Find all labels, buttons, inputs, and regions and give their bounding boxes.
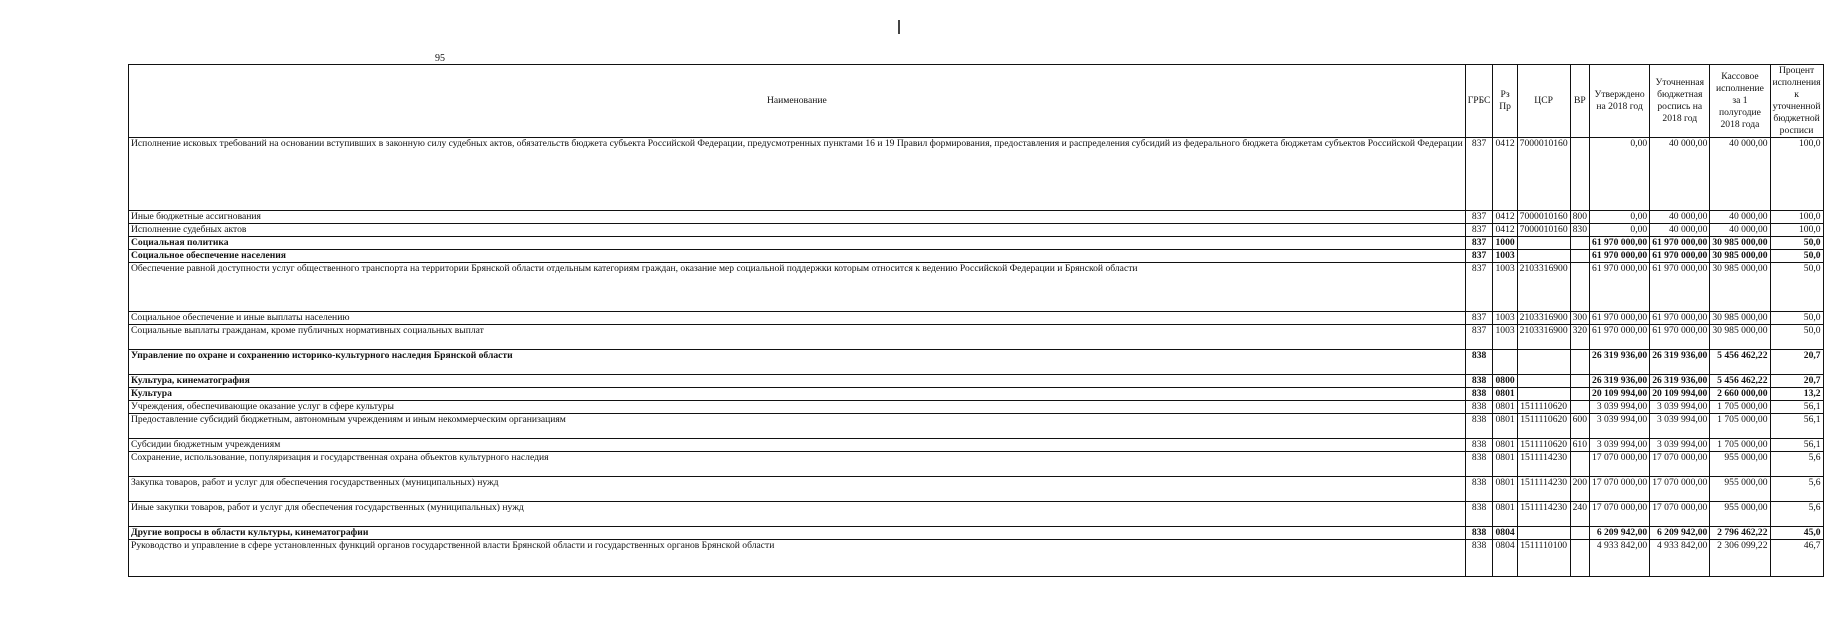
- cell-vr: 830: [1570, 224, 1589, 237]
- table-row: [129, 540, 1824, 577]
- cell-name: Закупка товаров, работ и услуг для обеспечения государственных (муниципальных) нужд: [129, 477, 1466, 502]
- cell-refined: 40 000,00: [1650, 211, 1710, 224]
- cell-percent: 56,1: [1770, 439, 1823, 452]
- table-row: [129, 325, 1824, 350]
- header-name: Наименование: [129, 65, 1466, 138]
- cell-csr: 7000010160: [1517, 138, 1570, 211]
- cell-name: Социальная политика: [129, 237, 1466, 250]
- cell-refined: 61 970 000,00: [1650, 263, 1710, 312]
- cell-cash: 5 456 462,22: [1710, 375, 1770, 388]
- table-row: [129, 401, 1824, 414]
- cell-csr: [1517, 350, 1570, 375]
- cell-grbs: 838: [1465, 527, 1493, 540]
- cell-vr: [1570, 138, 1589, 211]
- cell-csr: 1511110100: [1517, 540, 1570, 577]
- cell-rzpr: 0412: [1493, 224, 1517, 237]
- cell-refined: 61 970 000,00: [1650, 250, 1710, 263]
- cell-name: Учреждения, обеспечивающие оказание услуг в сфере культуры: [129, 401, 1466, 414]
- cell-percent: 100,0: [1770, 138, 1823, 211]
- cell-name: Иные закупки товаров, работ и услуг для обеспечения государственных (муниципальных) нужд: [129, 502, 1466, 527]
- header-cash: Кассовое исполнение за 1 полугодие 2018 года: [1710, 65, 1770, 138]
- cell-csr: 1511114230: [1517, 502, 1570, 527]
- cell-percent: 100,0: [1770, 224, 1823, 237]
- cell-cash: 1 705 000,00: [1710, 414, 1770, 439]
- header-percent: Процент исполнения к уточненной бюджетной росписи: [1770, 65, 1823, 138]
- cell-cash: 5 456 462,22: [1710, 350, 1770, 375]
- cell-vr: [1570, 527, 1589, 540]
- cell-name: Обеспечение равной доступности услуг общественного транспорта на территории Брянской области отдельным категориям граждан, оказание мер социальной поддержки которым относится к ведению Российской Федерации и Брянской области: [129, 263, 1466, 312]
- table-row: [129, 263, 1824, 312]
- cell-rzpr: 1003: [1493, 312, 1517, 325]
- cell-rzpr: 0804: [1493, 540, 1517, 577]
- cell-grbs: 838: [1465, 414, 1493, 439]
- cell-refined: 61 970 000,00: [1650, 237, 1710, 250]
- cell-cash: 30 985 000,00: [1710, 312, 1770, 325]
- cell-grbs: 837: [1465, 312, 1493, 325]
- cell-name: Предоставление субсидий бюджетным, автономным учреждениям и иным некоммерческим организациям: [129, 414, 1466, 439]
- cell-percent: 50,0: [1770, 312, 1823, 325]
- cell-percent: 46,7: [1770, 540, 1823, 577]
- cell-refined: 40 000,00: [1650, 224, 1710, 237]
- table-row: [129, 237, 1824, 250]
- cell-cash: 955 000,00: [1710, 502, 1770, 527]
- cell-approved: 26 319 936,00: [1590, 350, 1650, 375]
- cell-grbs: 838: [1465, 452, 1493, 477]
- header-vr: ВР: [1570, 65, 1589, 138]
- cell-grbs: 838: [1465, 401, 1493, 414]
- cell-cash: 1 705 000,00: [1710, 439, 1770, 452]
- cell-approved: 61 970 000,00: [1590, 312, 1650, 325]
- header-csr: ЦСР: [1517, 65, 1570, 138]
- cell-percent: 100,0: [1770, 211, 1823, 224]
- cell-name: Управление по охране и сохранению историко-культурного наследия Брянской области: [129, 350, 1466, 375]
- table-row: [129, 439, 1824, 452]
- cell-vr: [1570, 237, 1589, 250]
- cell-name: Культура, кинематография: [129, 375, 1466, 388]
- table-body: [129, 138, 1824, 577]
- cell-csr: [1517, 527, 1570, 540]
- cell-percent: 56,1: [1770, 414, 1823, 439]
- cell-cash: 1 705 000,00: [1710, 401, 1770, 414]
- table-row: [129, 452, 1824, 477]
- cell-rzpr: 0801: [1493, 502, 1517, 527]
- header-row: [129, 65, 1824, 138]
- cell-cash: 955 000,00: [1710, 452, 1770, 477]
- cell-grbs: 838: [1465, 540, 1493, 577]
- table-row: [129, 388, 1824, 401]
- cell-csr: [1517, 375, 1570, 388]
- cell-rzpr: 1003: [1493, 250, 1517, 263]
- cell-refined: 3 039 994,00: [1650, 414, 1710, 439]
- cell-name: Исполнение исковых требований на основании вступивших в законную силу судебных актов, обязательств бюджета субъекта Российской Федерации, предусмотренных пунктами 16 и 19 Правил формирования, предоставления и распределения субсидий из федерального бюджета бюджетам субъектов Российской Федерации: [129, 138, 1466, 211]
- cell-vr: [1570, 263, 1589, 312]
- cell-approved: 17 070 000,00: [1590, 502, 1650, 527]
- cell-grbs: 837: [1465, 325, 1493, 350]
- cell-refined: 20 109 994,00: [1650, 388, 1710, 401]
- cell-rzpr: 0801: [1493, 401, 1517, 414]
- cell-cash: 30 985 000,00: [1710, 250, 1770, 263]
- cell-refined: 40 000,00: [1650, 138, 1710, 211]
- cell-rzpr: 0801: [1493, 388, 1517, 401]
- cell-approved: 26 319 936,00: [1590, 375, 1650, 388]
- cell-grbs: 837: [1465, 211, 1493, 224]
- cell-rzpr: 0801: [1493, 414, 1517, 439]
- cell-approved: 61 970 000,00: [1590, 237, 1650, 250]
- cell-cash: 2 796 462,22: [1710, 527, 1770, 540]
- cell-csr: [1517, 237, 1570, 250]
- cell-percent: 50,0: [1770, 250, 1823, 263]
- cell-name: Субсидии бюджетным учреждениям: [129, 439, 1466, 452]
- cell-rzpr: 0801: [1493, 477, 1517, 502]
- cell-csr: 1511110620: [1517, 414, 1570, 439]
- cell-refined: 6 209 942,00: [1650, 527, 1710, 540]
- cell-grbs: 838: [1465, 350, 1493, 375]
- cell-cash: 2 306 099,22: [1710, 540, 1770, 577]
- cell-vr: 240: [1570, 502, 1589, 527]
- cell-rzpr: [1493, 350, 1517, 375]
- cell-csr: 1511114230: [1517, 452, 1570, 477]
- cell-csr: 2103316900: [1517, 325, 1570, 350]
- cell-rzpr: 1000: [1493, 237, 1517, 250]
- cell-approved: 61 970 000,00: [1590, 325, 1650, 350]
- cell-name: Исполнение судебных актов: [129, 224, 1466, 237]
- cell-vr: [1570, 375, 1589, 388]
- cell-csr: 7000010160: [1517, 224, 1570, 237]
- cell-rzpr: 0804: [1493, 527, 1517, 540]
- cell-rzpr: 0801: [1493, 452, 1517, 477]
- cell-approved: 20 109 994,00: [1590, 388, 1650, 401]
- cell-vr: 200: [1570, 477, 1589, 502]
- scan-edge-mark: [898, 20, 900, 34]
- cell-vr: [1570, 452, 1589, 477]
- cell-refined: 61 970 000,00: [1650, 325, 1710, 350]
- cell-cash: 40 000,00: [1710, 211, 1770, 224]
- budget-table: [128, 64, 1824, 577]
- table-row: [129, 350, 1824, 375]
- cell-csr: 2103316900: [1517, 312, 1570, 325]
- cell-refined: 3 039 994,00: [1650, 401, 1710, 414]
- cell-vr: [1570, 540, 1589, 577]
- cell-approved: 17 070 000,00: [1590, 477, 1650, 502]
- cell-approved: 6 209 942,00: [1590, 527, 1650, 540]
- cell-rzpr: 1003: [1493, 263, 1517, 312]
- cell-grbs: 837: [1465, 263, 1493, 312]
- cell-approved: 61 970 000,00: [1590, 263, 1650, 312]
- table-row: [129, 224, 1824, 237]
- cell-rzpr: 1003: [1493, 325, 1517, 350]
- table-row: [129, 375, 1824, 388]
- table-row: [129, 138, 1824, 211]
- cell-grbs: 837: [1465, 237, 1493, 250]
- table-row: [129, 502, 1824, 527]
- cell-name: Руководство и управление в сфере установленных функций органов государственной власти Брянской области и государственных органов Брянской области: [129, 540, 1466, 577]
- cell-grbs: 838: [1465, 477, 1493, 502]
- cell-percent: 56,1: [1770, 401, 1823, 414]
- cell-name: Социальные выплаты гражданам, кроме публичных нормативных социальных выплат: [129, 325, 1466, 350]
- table-row: [129, 312, 1824, 325]
- table-row: [129, 211, 1824, 224]
- cell-name: Социальное обеспечение населения: [129, 250, 1466, 263]
- cell-cash: 40 000,00: [1710, 224, 1770, 237]
- cell-percent: 50,0: [1770, 263, 1823, 312]
- cell-vr: 300: [1570, 312, 1589, 325]
- cell-refined: 17 070 000,00: [1650, 502, 1710, 527]
- cell-percent: 50,0: [1770, 325, 1823, 350]
- cell-percent: 45,0: [1770, 527, 1823, 540]
- cell-percent: 20,7: [1770, 350, 1823, 375]
- cell-cash: 40 000,00: [1710, 138, 1770, 211]
- cell-csr: 1511110620: [1517, 439, 1570, 452]
- header-refined: Уточненная бюджетная роспись на 2018 год: [1650, 65, 1710, 138]
- cell-refined: 4 933 842,00: [1650, 540, 1710, 577]
- cell-percent: 20,7: [1770, 375, 1823, 388]
- cell-name: Иные бюджетные ассигнования: [129, 211, 1466, 224]
- cell-name: Культура: [129, 388, 1466, 401]
- cell-cash: 30 985 000,00: [1710, 237, 1770, 250]
- cell-vr: 320: [1570, 325, 1589, 350]
- table-row: [129, 527, 1824, 540]
- cell-refined: 17 070 000,00: [1650, 477, 1710, 502]
- cell-approved: 0,00: [1590, 224, 1650, 237]
- cell-name: Сохранение, использование, популяризация и государственная охрана объектов культурного наследия: [129, 452, 1466, 477]
- cell-rzpr: 0801: [1493, 439, 1517, 452]
- cell-approved: 61 970 000,00: [1590, 250, 1650, 263]
- cell-refined: 17 070 000,00: [1650, 452, 1710, 477]
- header-rzpr: Рз Пр: [1493, 65, 1517, 138]
- cell-rzpr: 0412: [1493, 211, 1517, 224]
- cell-grbs: 838: [1465, 439, 1493, 452]
- cell-csr: [1517, 388, 1570, 401]
- cell-cash: 955 000,00: [1710, 477, 1770, 502]
- cell-cash: 30 985 000,00: [1710, 263, 1770, 312]
- cell-csr: 7000010160: [1517, 211, 1570, 224]
- cell-rzpr: 0412: [1493, 138, 1517, 211]
- table-row: [129, 250, 1824, 263]
- cell-grbs: 838: [1465, 388, 1493, 401]
- header-grbs: ГРБС: [1465, 65, 1493, 138]
- cell-csr: 1511110620: [1517, 401, 1570, 414]
- cell-grbs: 837: [1465, 250, 1493, 263]
- cell-percent: 5,6: [1770, 477, 1823, 502]
- table-row: [129, 477, 1824, 502]
- cell-percent: 5,6: [1770, 452, 1823, 477]
- cell-approved: 3 039 994,00: [1590, 401, 1650, 414]
- cell-vr: 610: [1570, 439, 1589, 452]
- cell-vr: 800: [1570, 211, 1589, 224]
- cell-name: Другие вопросы в области культуры, кинематографии: [129, 527, 1466, 540]
- cell-percent: 5,6: [1770, 502, 1823, 527]
- cell-vr: [1570, 250, 1589, 263]
- cell-refined: 26 319 936,00: [1650, 375, 1710, 388]
- cell-csr: [1517, 250, 1570, 263]
- page-number: 95: [435, 53, 445, 64]
- cell-approved: 0,00: [1590, 211, 1650, 224]
- cell-cash: 2 660 000,00: [1710, 388, 1770, 401]
- table-row: [129, 414, 1824, 439]
- cell-vr: [1570, 388, 1589, 401]
- cell-approved: 3 039 994,00: [1590, 439, 1650, 452]
- cell-vr: 600: [1570, 414, 1589, 439]
- cell-csr: 2103316900: [1517, 263, 1570, 312]
- cell-refined: 26 319 936,00: [1650, 350, 1710, 375]
- header-approved: Утверждено на 2018 год: [1590, 65, 1650, 138]
- cell-grbs: 838: [1465, 502, 1493, 527]
- cell-grbs: 837: [1465, 224, 1493, 237]
- cell-vr: [1570, 350, 1589, 375]
- cell-csr: 1511114230: [1517, 477, 1570, 502]
- cell-refined: 3 039 994,00: [1650, 439, 1710, 452]
- cell-approved: 4 933 842,00: [1590, 540, 1650, 577]
- cell-vr: [1570, 401, 1589, 414]
- cell-approved: 17 070 000,00: [1590, 452, 1650, 477]
- cell-approved: 0,00: [1590, 138, 1650, 211]
- cell-refined: 61 970 000,00: [1650, 312, 1710, 325]
- cell-cash: 30 985 000,00: [1710, 325, 1770, 350]
- cell-rzpr: 0800: [1493, 375, 1517, 388]
- cell-grbs: 837: [1465, 138, 1493, 211]
- cell-percent: 13,2: [1770, 388, 1823, 401]
- cell-approved: 3 039 994,00: [1590, 414, 1650, 439]
- cell-grbs: 838: [1465, 375, 1493, 388]
- cell-name: Социальное обеспечение и иные выплаты населению: [129, 312, 1466, 325]
- cell-percent: 50,0: [1770, 237, 1823, 250]
